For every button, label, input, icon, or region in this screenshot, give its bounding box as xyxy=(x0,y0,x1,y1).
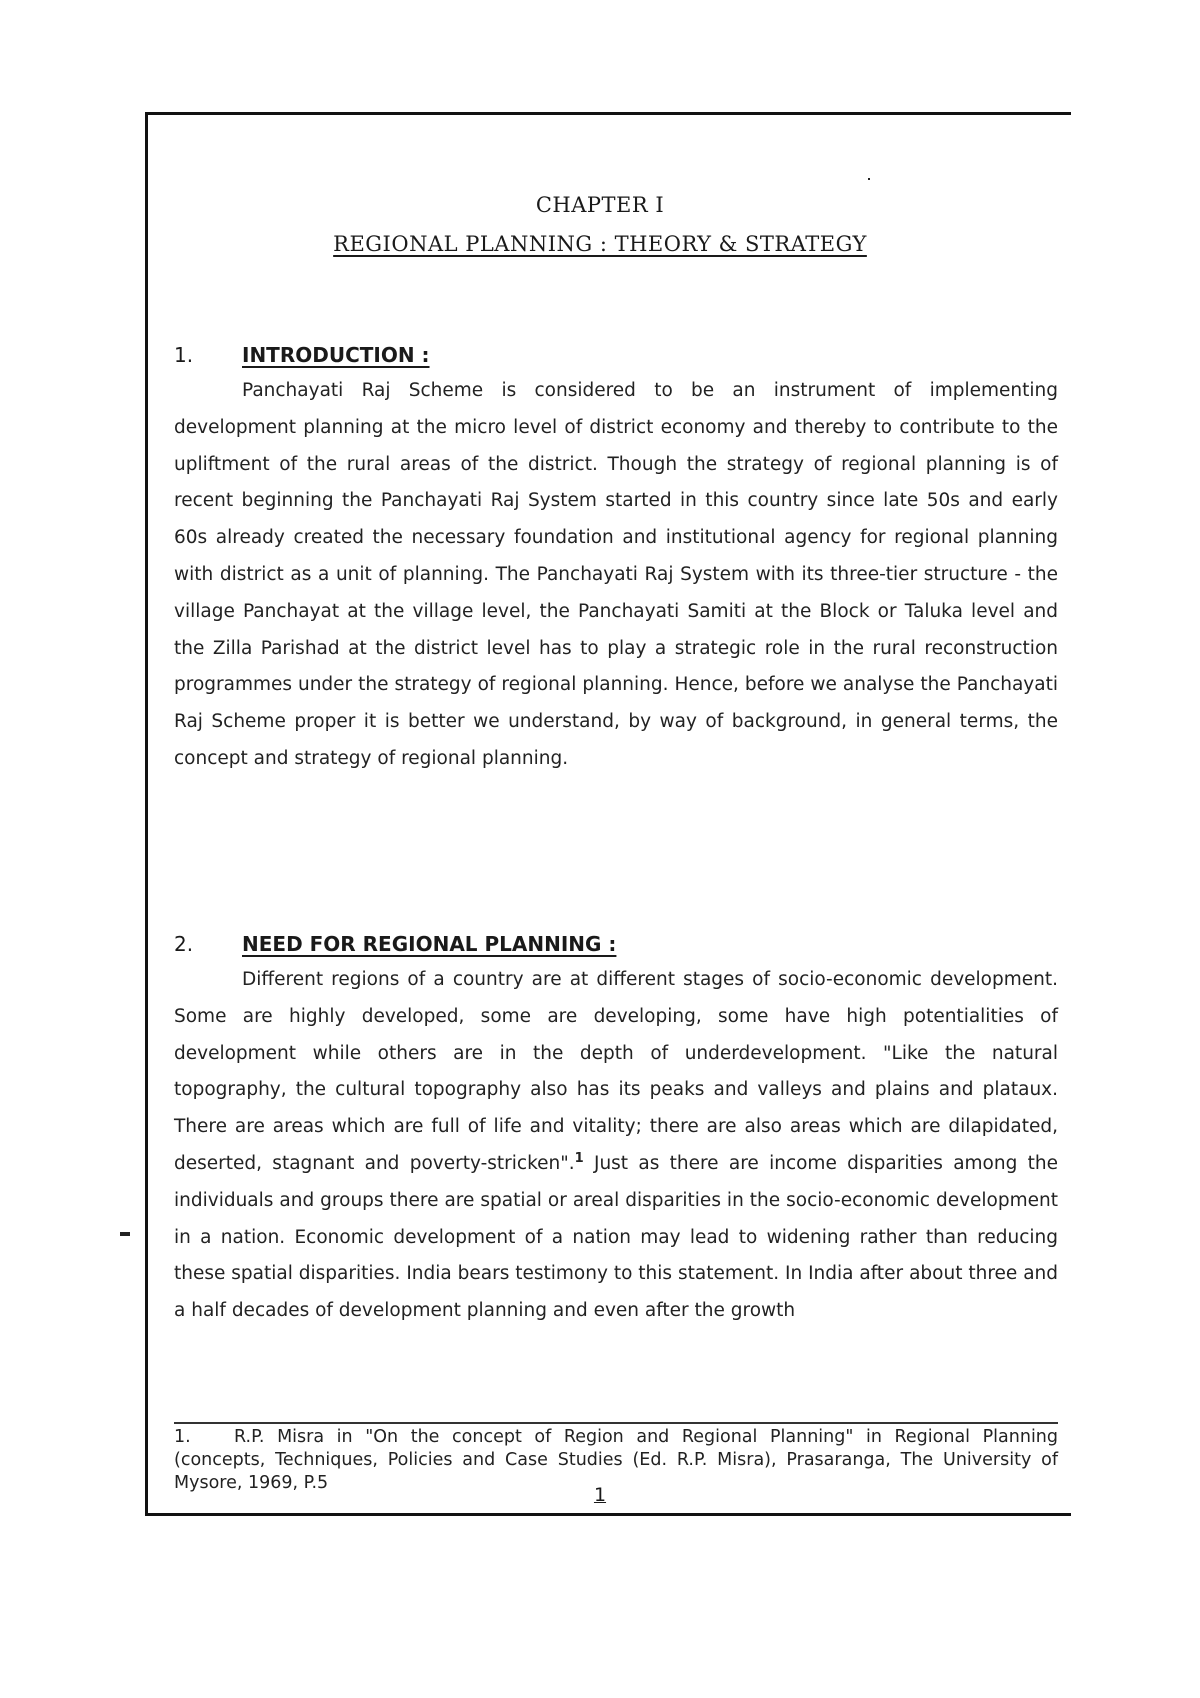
section-number: 2. xyxy=(174,932,194,956)
footnote-reference: 1 xyxy=(574,1150,584,1166)
introduction-paragraph: Panchayati Raj Scheme is considered to be an instrument of implementing development planning at the micro level of district economy and thereby to contribute to the upliftment of the rural areas of the district. Though the strategy of regional planning is of recent beginning the Panchayati Raj System started in this country since late 50s and early 60s already created the necessary foundation and institutional agency for regional planning with district as a unit of planning. The Panchayati Raj System with its three-tier structure - the village Panchayat at the village level, the Panchayati Samiti at the Block or Taluka level and the Zilla Parishad at the district level has to play a strategic role in the rural reconstruction programmes under the strategy of regional planning. Hence, before we analyse the Panchayati Raj Scheme proper it is better we understand, by way of background, in general terms, the concept and strategy of regional planning. xyxy=(174,380,1058,769)
section-title: INTRODUCTION : xyxy=(242,343,430,367)
footnote-number: 1. xyxy=(174,1427,191,1447)
page-border-bottom xyxy=(145,1513,1071,1516)
page-number: 1 xyxy=(593,1484,607,1506)
section-title: NEED FOR REGIONAL PLANNING : xyxy=(242,932,617,956)
scan-speck xyxy=(868,178,870,180)
section-number: 1. xyxy=(174,343,194,367)
need-paragraph-continuation: Just as there are income disparities among the individuals and groups there are spatial or areal disparities in the socio-economic development in a nation. Economic development of a nation may lead to widening rather than reducing these spatial disparities. India bears testimony to this statement. In India after about three and a half decades of development planning and even after the growth xyxy=(174,1152,1058,1322)
section-heading-need xyxy=(174,932,616,956)
need-paragraph xyxy=(174,962,1058,1330)
footnote-text: R.P. Misra in "On the concept of Region and Regional Planning" in Regional Planning (concepts, Techniques, Policies and Case Studies (Ed. R.P. Misra), Prasaranga, The University of Mysore, 1969, P.5 xyxy=(174,1427,1058,1493)
chapter-label: CHAPTER I xyxy=(535,193,665,217)
scan-speck xyxy=(120,1232,130,1236)
footnote-divider xyxy=(174,1422,1058,1424)
page-border-top xyxy=(145,112,1071,115)
chapter-title: REGIONAL PLANNING : THEORY & STRATEGY xyxy=(333,232,867,256)
need-paragraph-text: Different regions of a country are at different stages of socio-economic development. Some are highly developed, some are developing, some have high potentialities of development while others are in the depth of underdevelopment. "Like the natural topography, the cultural topography also has its peaks and valleys and plains and plataux. There are areas which are full of life and vitality; there are also areas which are dilapidated, deserted, stagnant and poverty-stricken". xyxy=(174,969,1058,1174)
section-heading-introduction xyxy=(174,343,430,367)
page-border-left xyxy=(145,112,148,1515)
